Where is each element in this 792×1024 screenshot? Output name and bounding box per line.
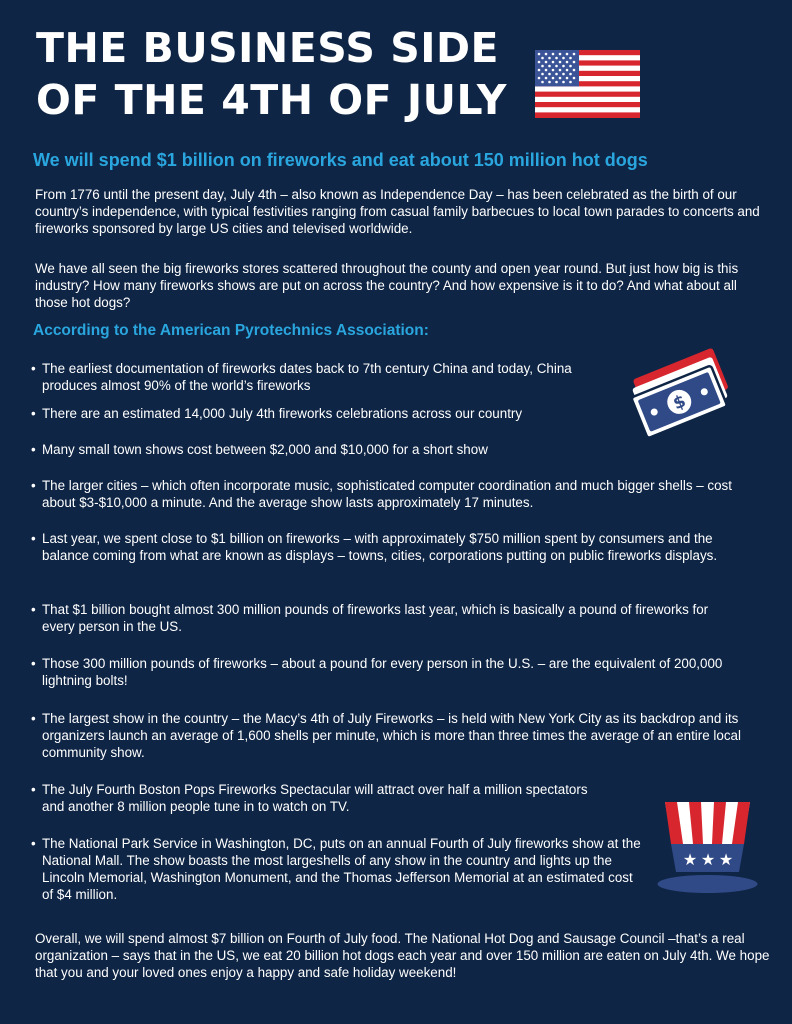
- list-item: • Many small town shows cost between $2,000 and $10,000 for a short show: [30, 441, 742, 458]
- list-item: • The earliest documentation of fireworks dates back to 7th century China and today, China produces almost 90% of the world’s fireworks: [30, 360, 602, 394]
- svg-text:★: ★: [718, 850, 734, 869]
- dollar-bills-icon: [626, 340, 738, 440]
- list-item: • The larger cities – which often incorporate music, sophisticated computer coordination and much bigger shells – cost about $3-$10,000 a minute. And the average show lasts approximately 17 minutes.: [30, 477, 742, 511]
- intro-paragraph-1: From 1776 until the present day, July 4th – also known as Independence Day – has been celebrated as the birth of our country’s independence, with typical festivities ranging from casual family barbecues to local town parades to concerts and fireworks sponsored by large US cities and televised worldwide.: [35, 187, 760, 236]
- list-item: • The July Fourth Boston Pops Fireworks Spectacular will attract over half a million spectators and another 8 million people tune in to watch on TV.: [30, 781, 602, 815]
- svg-text:★: ★: [700, 850, 716, 869]
- list-item: • The largest show in the country – the Macy’s 4th of July Fireworks – is held with New York City as its backdrop and its organizers launch an average of 1,600 shells per minute, which is more than three times the average of an entire local community show.: [30, 710, 757, 761]
- svg-text:$: $: [670, 391, 689, 415]
- list-item: • Those 300 million pounds of fireworks – about a pound for every person in the U.S. – are the equivalent of 200,000 lightning bolts!: [30, 655, 752, 689]
- section-heading: According to the American Pyrotechnics Association:: [33, 322, 429, 339]
- title-line-1: THE BUSINESS SIDE: [36, 24, 500, 72]
- page-title: [36, 22, 507, 126]
- title-line-2: OF THE 4TH OF JULY: [36, 76, 507, 124]
- list-item: • That $1 billion bought almost 300 million pounds of fireworks last year, which is basically a pound of fireworks for every person in the US.: [30, 601, 732, 635]
- list-item: • There are an estimated 14,000 July 4th fireworks celebrations across our country: [30, 405, 622, 422]
- svg-text:★: ★: [682, 850, 698, 869]
- closing-paragraph: Overall, we will spend almost $7 billion on Fourth of July food. The National Hot Dog and Sausage Council –that’s a real organization – says that in the US, we eat 20 billion hot dogs each year and over 150 million are eaten on July 4th. We hope that you and your loved ones enjoy a happy and safe holiday weekend!: [35, 931, 770, 980]
- intro-paragraph-2: We have all seen the big fireworks stores scattered throughout the county and open year round. But just how big is this industry? How many fireworks shows are put on across the country? And how expensive is it to do? And what about all those hot dogs?: [35, 261, 739, 310]
- uncle-sam-hat-icon: [655, 800, 760, 895]
- subtitle: We will spend $1 billion on fireworks and eat about 150 million hot dogs: [33, 150, 648, 170]
- us-flag-icon: [535, 50, 640, 118]
- list-item: • The National Park Service in Washington, DC, puts on an annual Fourth of July fireworks show at the National Mall. The show boasts the most largeshells of any show in the country and lights up the Lincoln Memorial, Washington Monument, and the Thomas Jefferson Memorial at an estimated cost of $4 million.: [30, 835, 642, 903]
- list-item: • Last year, we spent close to $1 billion on fireworks – with approximately $750 million spent by consumers and the balance coming from what are known as displays – towns, cities, corporations putting on public fireworks displays.: [30, 530, 752, 564]
